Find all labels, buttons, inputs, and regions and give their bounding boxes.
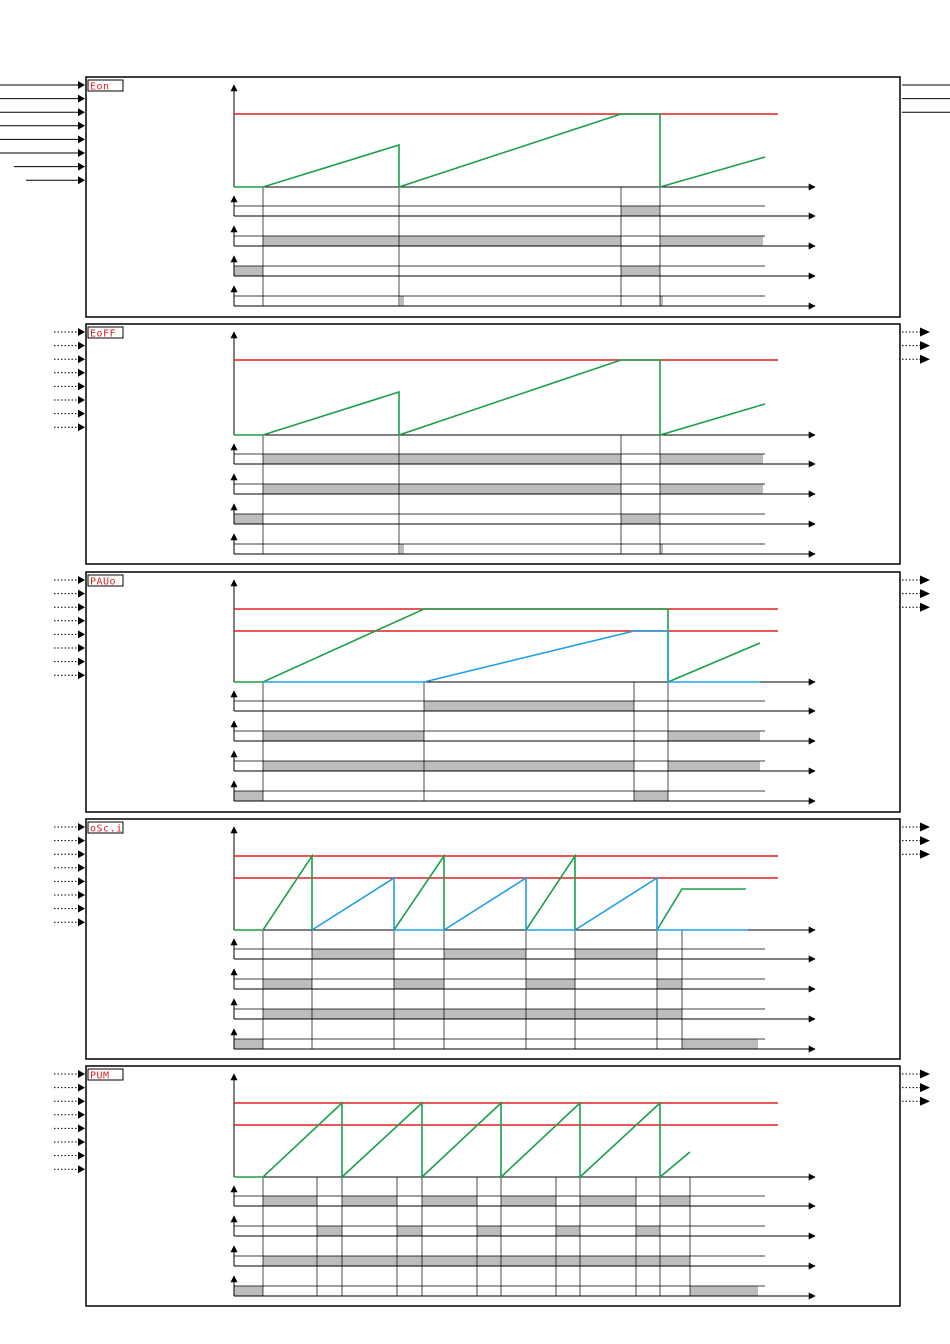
pulse-active (668, 761, 760, 771)
pulse-active (397, 1226, 422, 1236)
ramp-primary (234, 856, 312, 930)
panel-1 (0, 77, 950, 317)
input-arrow-icon (78, 355, 85, 363)
pulse-active (621, 206, 660, 216)
pulse-active (636, 1256, 660, 1266)
input-arrow-icon (78, 81, 85, 89)
output-arrow-icon (920, 603, 930, 612)
input-arrow-icon (78, 823, 85, 831)
pulse-active (556, 1256, 580, 1266)
input-arrow-icon (78, 1124, 85, 1132)
pulse-active (397, 1256, 422, 1266)
ramp-primary (234, 360, 765, 435)
pulse-active (668, 731, 760, 741)
panel-5 (54, 1066, 930, 1306)
pulse-active (444, 949, 526, 959)
pulse-active (400, 296, 404, 306)
pulse-active (317, 1256, 342, 1266)
pulse-active (501, 1256, 556, 1266)
pulse-active (394, 1009, 444, 1019)
input-arrow-icon (78, 122, 85, 130)
input-arrow-icon (78, 630, 85, 638)
pulse-active (477, 1226, 501, 1236)
panel-frame (86, 77, 900, 317)
pulse-active (526, 979, 575, 989)
pulse-active (575, 1009, 657, 1019)
output-arrow-icon (920, 1097, 930, 1106)
input-arrow-icon (78, 603, 85, 611)
input-arrow-icon (78, 328, 85, 336)
function-label: Eon (90, 81, 110, 93)
input-arrow-icon (78, 1165, 85, 1173)
input-arrow-icon (78, 1070, 85, 1078)
output-arrow-icon (920, 1070, 930, 1079)
pulse-active (580, 1256, 636, 1266)
input-arrow-icon (78, 1152, 85, 1160)
pulse-active (399, 454, 621, 464)
pulse-active (501, 1196, 556, 1206)
pulse-active (634, 791, 668, 801)
panel-frame (86, 1066, 900, 1306)
function-label: PAUo (90, 576, 117, 588)
output-arrow-icon (920, 823, 930, 832)
pulse-active (234, 1286, 263, 1296)
pulse-active (444, 1009, 526, 1019)
output-arrow-icon (920, 589, 930, 598)
panel-4 (54, 819, 930, 1059)
input-arrow-icon (78, 382, 85, 390)
input-arrow-icon (78, 95, 85, 103)
pulse-active (422, 1256, 477, 1266)
input-arrow-icon (78, 1111, 85, 1119)
pulse-active (312, 1009, 394, 1019)
function-label: PUM (90, 1070, 110, 1082)
input-arrow-icon (78, 108, 85, 116)
pulse-active (399, 236, 621, 246)
pulse-active (660, 484, 763, 494)
pulse-active (657, 1009, 682, 1019)
output-arrow-icon (920, 576, 930, 585)
pulse-active (317, 1226, 342, 1236)
input-arrow-icon (78, 850, 85, 858)
input-arrow-icon (78, 658, 85, 666)
panel-frame (86, 819, 900, 1059)
pulse-active (312, 949, 394, 959)
pulse-active (636, 1226, 660, 1236)
pulse-active (621, 266, 660, 276)
function-label: EoFF (90, 328, 117, 340)
pulse-active (263, 454, 399, 464)
input-arrow-icon (78, 864, 85, 872)
output-arrow-icon (920, 1083, 930, 1092)
ramp-primary (394, 856, 444, 930)
pulse-active (660, 236, 763, 246)
ramp-secondary (312, 878, 748, 930)
pulse-active (342, 1196, 397, 1206)
pulse-active (580, 1196, 636, 1206)
input-arrow-icon (78, 918, 85, 926)
output-arrow-icon (920, 328, 930, 337)
input-arrow-icon (78, 671, 85, 679)
input-arrow-icon (78, 176, 85, 184)
pulse-active (526, 1009, 575, 1019)
pulse-active (690, 1286, 758, 1296)
pulse-active (234, 514, 263, 524)
ramp-primary (234, 114, 765, 187)
input-arrow-icon (78, 1138, 85, 1146)
input-arrow-icon (78, 905, 85, 913)
input-arrow-icon (78, 396, 85, 404)
input-arrow-icon (78, 837, 85, 845)
pulse-active (422, 1196, 477, 1206)
input-arrow-icon (78, 644, 85, 652)
input-arrow-icon (78, 369, 85, 377)
pulse-active (660, 296, 663, 306)
input-arrow-icon (78, 1084, 85, 1092)
ramp-primary (657, 889, 746, 930)
ramp-primary (234, 609, 760, 682)
input-arrow-icon (78, 342, 85, 350)
pulse-active (263, 236, 399, 246)
pulse-active (263, 484, 399, 494)
pulse-active (394, 979, 444, 989)
output-arrow-icon (920, 836, 930, 845)
pulse-active (621, 514, 660, 524)
input-arrow-icon (78, 576, 85, 584)
output-arrow-icon (920, 850, 930, 859)
output-arrow-icon (920, 341, 930, 350)
ramp-primary (234, 1103, 690, 1177)
pulse-active (424, 761, 634, 771)
output-arrow-icon (920, 355, 930, 364)
pulse-active (575, 949, 657, 959)
pulse-active (263, 731, 424, 741)
input-arrow-icon (78, 617, 85, 625)
input-arrow-icon (78, 149, 85, 157)
pulse-active (477, 1256, 501, 1266)
pulse-active (657, 979, 682, 989)
pulse-active (234, 791, 263, 801)
pulse-active (660, 1256, 690, 1266)
pulse-active (399, 484, 621, 494)
panel-frame (86, 572, 900, 812)
input-arrow-icon (78, 135, 85, 143)
pulse-active (424, 701, 634, 711)
pulse-active (234, 1039, 263, 1049)
function-label: oSc.i (90, 823, 123, 835)
input-arrow-icon (78, 891, 85, 899)
input-arrow-icon (78, 1097, 85, 1105)
pulse-active (400, 544, 404, 554)
pulse-active (660, 1196, 690, 1206)
input-arrow-icon (78, 410, 85, 418)
pulse-active (263, 1256, 317, 1266)
pulse-active (263, 1009, 312, 1019)
pulse-active (234, 266, 263, 276)
pulse-active (682, 1039, 758, 1049)
input-arrow-icon (78, 590, 85, 598)
panel-2 (54, 324, 930, 564)
input-arrow-icon (78, 877, 85, 885)
pulse-active (263, 1196, 317, 1206)
input-arrow-icon (78, 163, 85, 171)
pulse-active (660, 544, 663, 554)
pulse-active (556, 1226, 580, 1236)
pulse-active (342, 1256, 397, 1266)
panel-3 (54, 572, 930, 812)
input-arrow-icon (78, 423, 85, 431)
ramp-primary (526, 856, 575, 930)
pulse-active (263, 761, 424, 771)
pulse-active (660, 454, 763, 464)
pulse-active (263, 979, 312, 989)
